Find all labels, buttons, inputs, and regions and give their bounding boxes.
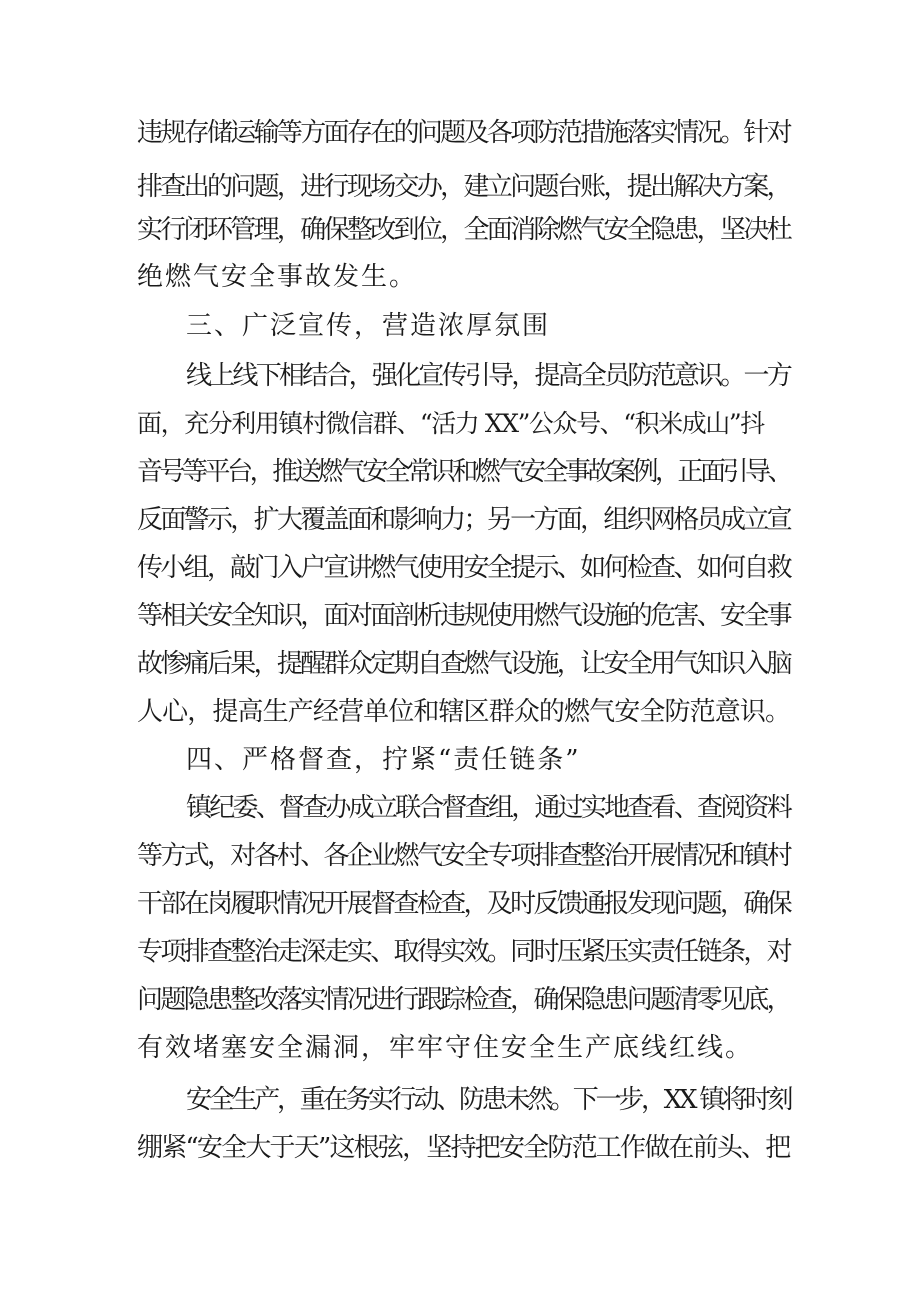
text-line-15: 镇纪委、督查办成立联合督查组，通过实地查看、查阅资料: [186, 793, 790, 823]
text-line-11: 等相关安全知识，面对面剖析违规使用燃气设施的危害、安全事: [137, 601, 790, 631]
text-line-6: 线上线下相结合，强化宣传引导，提高全员防范意识。一方: [186, 361, 790, 391]
text-line-19: 问题隐患整改落实情况进行跟踪检查，确保隐患问题清零见底，: [137, 985, 790, 1015]
section-heading-4: 四、严格督查，拧紧“责任链条”: [186, 745, 581, 775]
text-line-9: 反面警示，扩大覆盖面和影响力；另一方面，组织网格员成立宣: [137, 505, 790, 535]
text-line-8: 音号等平台，推送燃气安全常识和燃气安全事故案例，正面引导、: [137, 457, 791, 487]
text-line-3: 实行闭环管理，确保整改到位，全面消除燃气安全隐患，坚决杜: [137, 215, 790, 245]
text-line-7: 面，充分利用镇村微信群、“活力 XX”公众号、“积米成山”抖: [137, 409, 764, 438]
text-line-21: 安全生产，重在务实行动、防患未然。下一步，XX 镇将时刻: [186, 1085, 791, 1115]
text-line-1: 违规存储运输等方面存在的问题及各项防范措施落实情况。针对: [137, 118, 790, 148]
text-line-16: 等方式，对各村、各企业燃气安全专项排查整治开展情况和镇村: [137, 841, 790, 871]
section-heading-3: 三、广泛宣传，营造浓厚氛围: [186, 311, 551, 341]
text-line-18: 专项排查整治走深走实、取得实效。同时压紧压实责任链条，对: [137, 937, 790, 967]
text-line-12: 故惨痛后果，提醒群众定期自查燃气设施，让安全用气知识入脑: [137, 649, 790, 679]
text-line-17: 干部在岗履职情况开展督查检查，及时反馈通报发现问题，确保: [137, 889, 790, 919]
text-line-22: 绷紧“安全大于天”这根弦，坚持把安全防范工作做在前头、把: [137, 1133, 790, 1163]
text-line-2: 排查出的问题，进行现场交办，建立问题台账，提出解决方案，: [137, 172, 790, 202]
text-line-4: 绝燃气安全事故发生。: [137, 262, 418, 292]
text-line-20: 有效堵塞安全漏洞，牢牢守住安全生产底线红线。: [137, 1033, 754, 1063]
text-line-13: 人心，提高生产经营单位和辖区群众的燃气安全防范意识。: [137, 697, 791, 727]
text-line-10: 传小组，敲门入户宣讲燃气使用安全提示、如何检查、如何自救: [137, 553, 790, 583]
